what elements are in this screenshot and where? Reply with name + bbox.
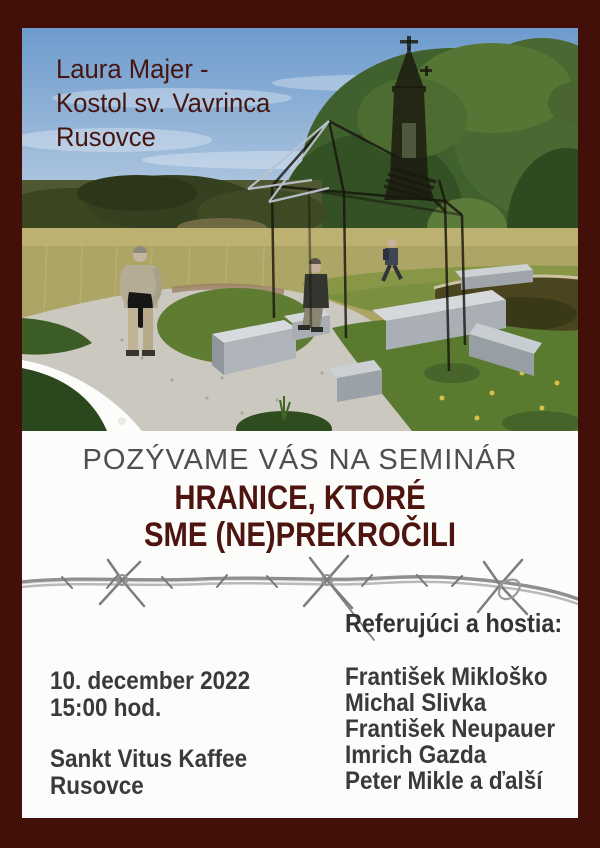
photo-caption (56, 52, 270, 154)
event-date: 10. december 2022 (50, 667, 251, 695)
spacer (50, 722, 272, 746)
seminar-title (22, 480, 578, 554)
poster (22, 28, 578, 818)
event-venue: Sankt Vitus Kaffee (50, 745, 248, 773)
caption-line-3: Rusovce (56, 122, 156, 152)
event-time: 15:00 hod. (50, 694, 162, 722)
event-city: Rusovce (50, 772, 144, 800)
caption-line-1: Laura Majer - (56, 54, 209, 84)
speaker-name: František Neupauer (345, 715, 556, 743)
event-details (50, 668, 272, 800)
speaker-name: Peter Mikle a ďalší (345, 767, 543, 795)
title-line-1: HRANICE, KTORÉ (174, 479, 426, 517)
title-line-2: SME (NE)PREKROČILI (144, 516, 456, 554)
caption-line-2: Kostol sv. Vavrinca (56, 88, 271, 118)
chapel-photo (22, 28, 578, 431)
speakers-heading: Referujúci a hostia: (345, 608, 563, 638)
speakers-list (345, 664, 578, 794)
speaker-name: Imrich Gazda (345, 741, 487, 769)
speaker-name: František Mikloško (345, 663, 548, 691)
invite-line: POZÝVAME VÁS NA SEMINÁR (82, 444, 518, 476)
speaker-name: Michal Slivka (345, 689, 487, 717)
